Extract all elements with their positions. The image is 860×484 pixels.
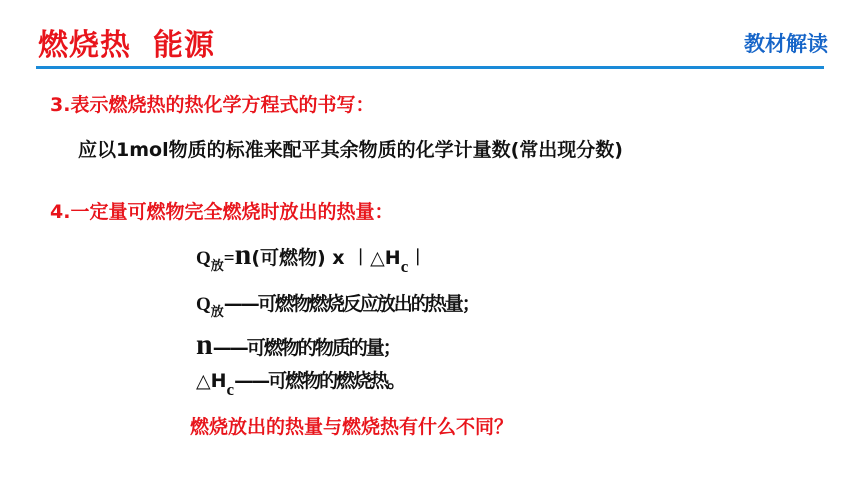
- formula-q: Q: [196, 248, 211, 269]
- definition-hc-text: ——可燃物的燃烧热。: [234, 370, 405, 392]
- formula-q-subscript: 放: [210, 259, 224, 274]
- definition-q-subscript: 放: [210, 305, 224, 320]
- definition-hc: [196, 366, 405, 399]
- definition-hc-subscript: c: [226, 380, 235, 399]
- title-subtopic: 能源: [153, 28, 215, 63]
- definition-n-symbol: n: [196, 328, 213, 361]
- header-divider: [36, 66, 824, 69]
- formula-n: n: [234, 238, 252, 271]
- formula-equals: =: [223, 248, 235, 269]
- definition-hc-symbol: △H: [196, 370, 227, 392]
- heat-formula: [196, 238, 428, 276]
- section-3-note: 应以1mol物质的标准来配平其余物质的化学计量数(常出现分数): [78, 139, 623, 161]
- textbook-reading-badge: 教材解读: [744, 32, 828, 56]
- definition-n-text: ——可燃物的物质的量；: [212, 337, 400, 359]
- definition-q-symbol: Q: [196, 294, 211, 315]
- title-topic: 燃烧热: [38, 28, 131, 63]
- formula-rest: (可燃物) x ︱△H: [251, 247, 401, 269]
- formula-c-subscript: c: [400, 257, 409, 276]
- definition-q-text: ——可燃物燃烧反应放出的热量；: [223, 293, 479, 315]
- section-4-heading: 4.一定量可燃物完全燃烧时放出的热量：: [50, 201, 394, 223]
- formula-end: ︱: [408, 247, 428, 269]
- definition-q: [196, 289, 479, 320]
- definition-n: [196, 330, 400, 360]
- discussion-question: 燃烧放出的热量与燃烧热有什么不同？: [190, 416, 514, 438]
- section-3-heading: 3.表示燃烧热的热化学方程式的书写：: [50, 94, 375, 116]
- page-title: [38, 20, 215, 64]
